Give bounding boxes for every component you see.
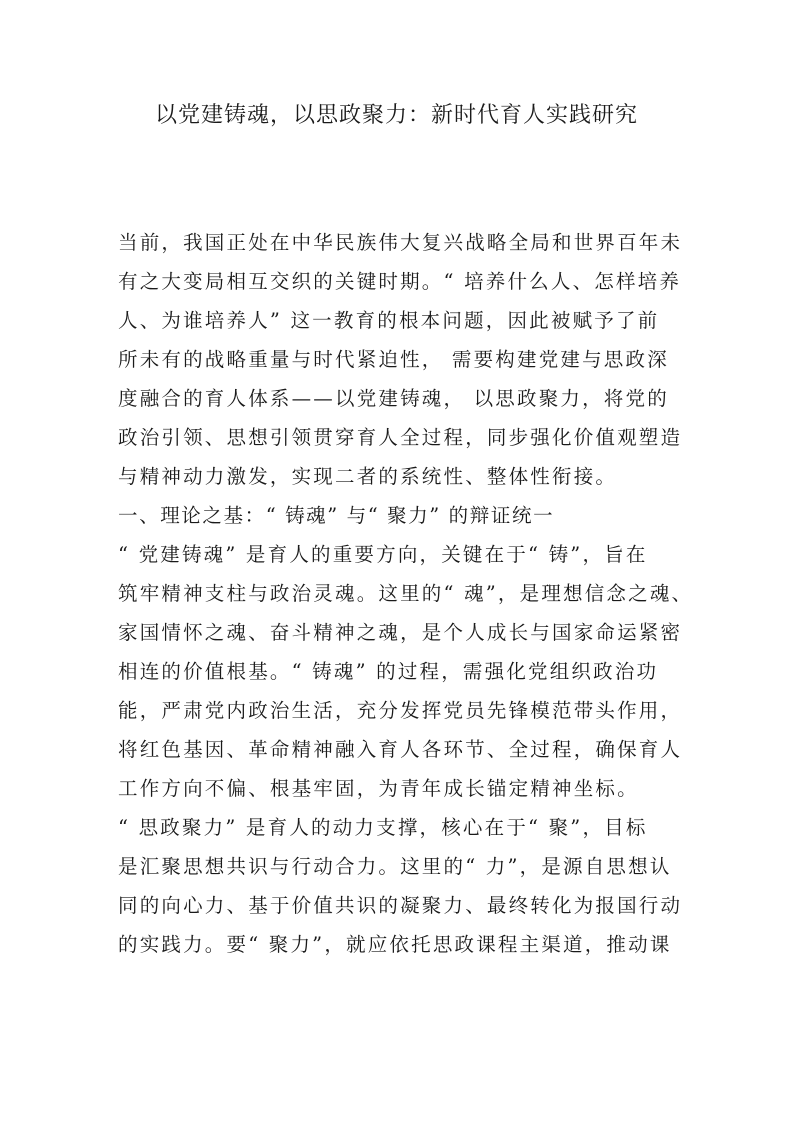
section-one-heading: 一、理论之基：“ 铸魂” 与“ 聚力” 的辩证统一: [118, 504, 555, 527]
section-one-para1-line: 能，严肃党内政治生活，充分发挥党员先锋模范带头作用，: [118, 699, 683, 722]
section-one-para1-line: 家国情怀之魂、奋斗精神之魂，是个人成长与国家命运紧密: [118, 621, 683, 644]
section-one-para1-line: 筑牢精神支柱与政治灵魂。这里的“ 魂”，是理想信念之魂、: [118, 582, 694, 605]
section-one-para1-line: 相连的价值根基。“ 铸魂” 的过程，需强化党组织政治功: [118, 660, 659, 683]
section-one-para2-line: 的实践力。要“ 聚力”，就应依托思政课程主渠道，推动课: [118, 933, 672, 956]
intro-line: 所未有的战略重量与时代紧迫性， 需要构建党建与思政深: [118, 348, 669, 371]
intro-line: 当前，我国正处在中华民族伟大复兴战略全局和世界百年未: [118, 231, 683, 254]
section-one-para2-line: 是汇聚思想共识与行动合力。这里的“ 力”，是源自思想认: [118, 855, 672, 878]
section-one-para1-line: “ 党建铸魂” 是育人的重要方向，关键在于“ 铸”，旨在: [118, 543, 648, 566]
intro-line: 与精神动力激发，实现二者的系统性、整体性衔接。: [118, 465, 618, 488]
section-one-para2-line: 同的向心力、基于价值共识的凝聚力、最终转化为报国行动: [118, 894, 683, 917]
intro-line: 度融合的育人体系——以党建铸魂， 以思政聚力，将党的: [118, 387, 669, 410]
intro-line: 人、为谁培养人” 这一教育的根本问题，因此被赋予了前: [118, 309, 660, 332]
intro-line: 政治引领、思想引领贯穿育人全过程，同步强化价值观塑造: [118, 426, 683, 449]
intro-line: 有之大变局相互交织的关键时期。“ 培养什么人、怎样培养: [118, 270, 682, 293]
document-body: [118, 223, 694, 964]
section-one-para2-line: “ 思政聚力” 是育人的动力支撑，核心在于“ 聚”，目标: [118, 816, 648, 839]
section-one-para1-line: 工作方向不偏、根基牢固，为青年成长锚定精神坐标。: [118, 777, 639, 800]
section-one-para1-line: 将红色基因、革命精神融入育人各环节、全过程，确保育人: [118, 738, 683, 761]
document-title: 以党建铸魂，以思政聚力：新时代育人实践研究: [154, 103, 638, 128]
